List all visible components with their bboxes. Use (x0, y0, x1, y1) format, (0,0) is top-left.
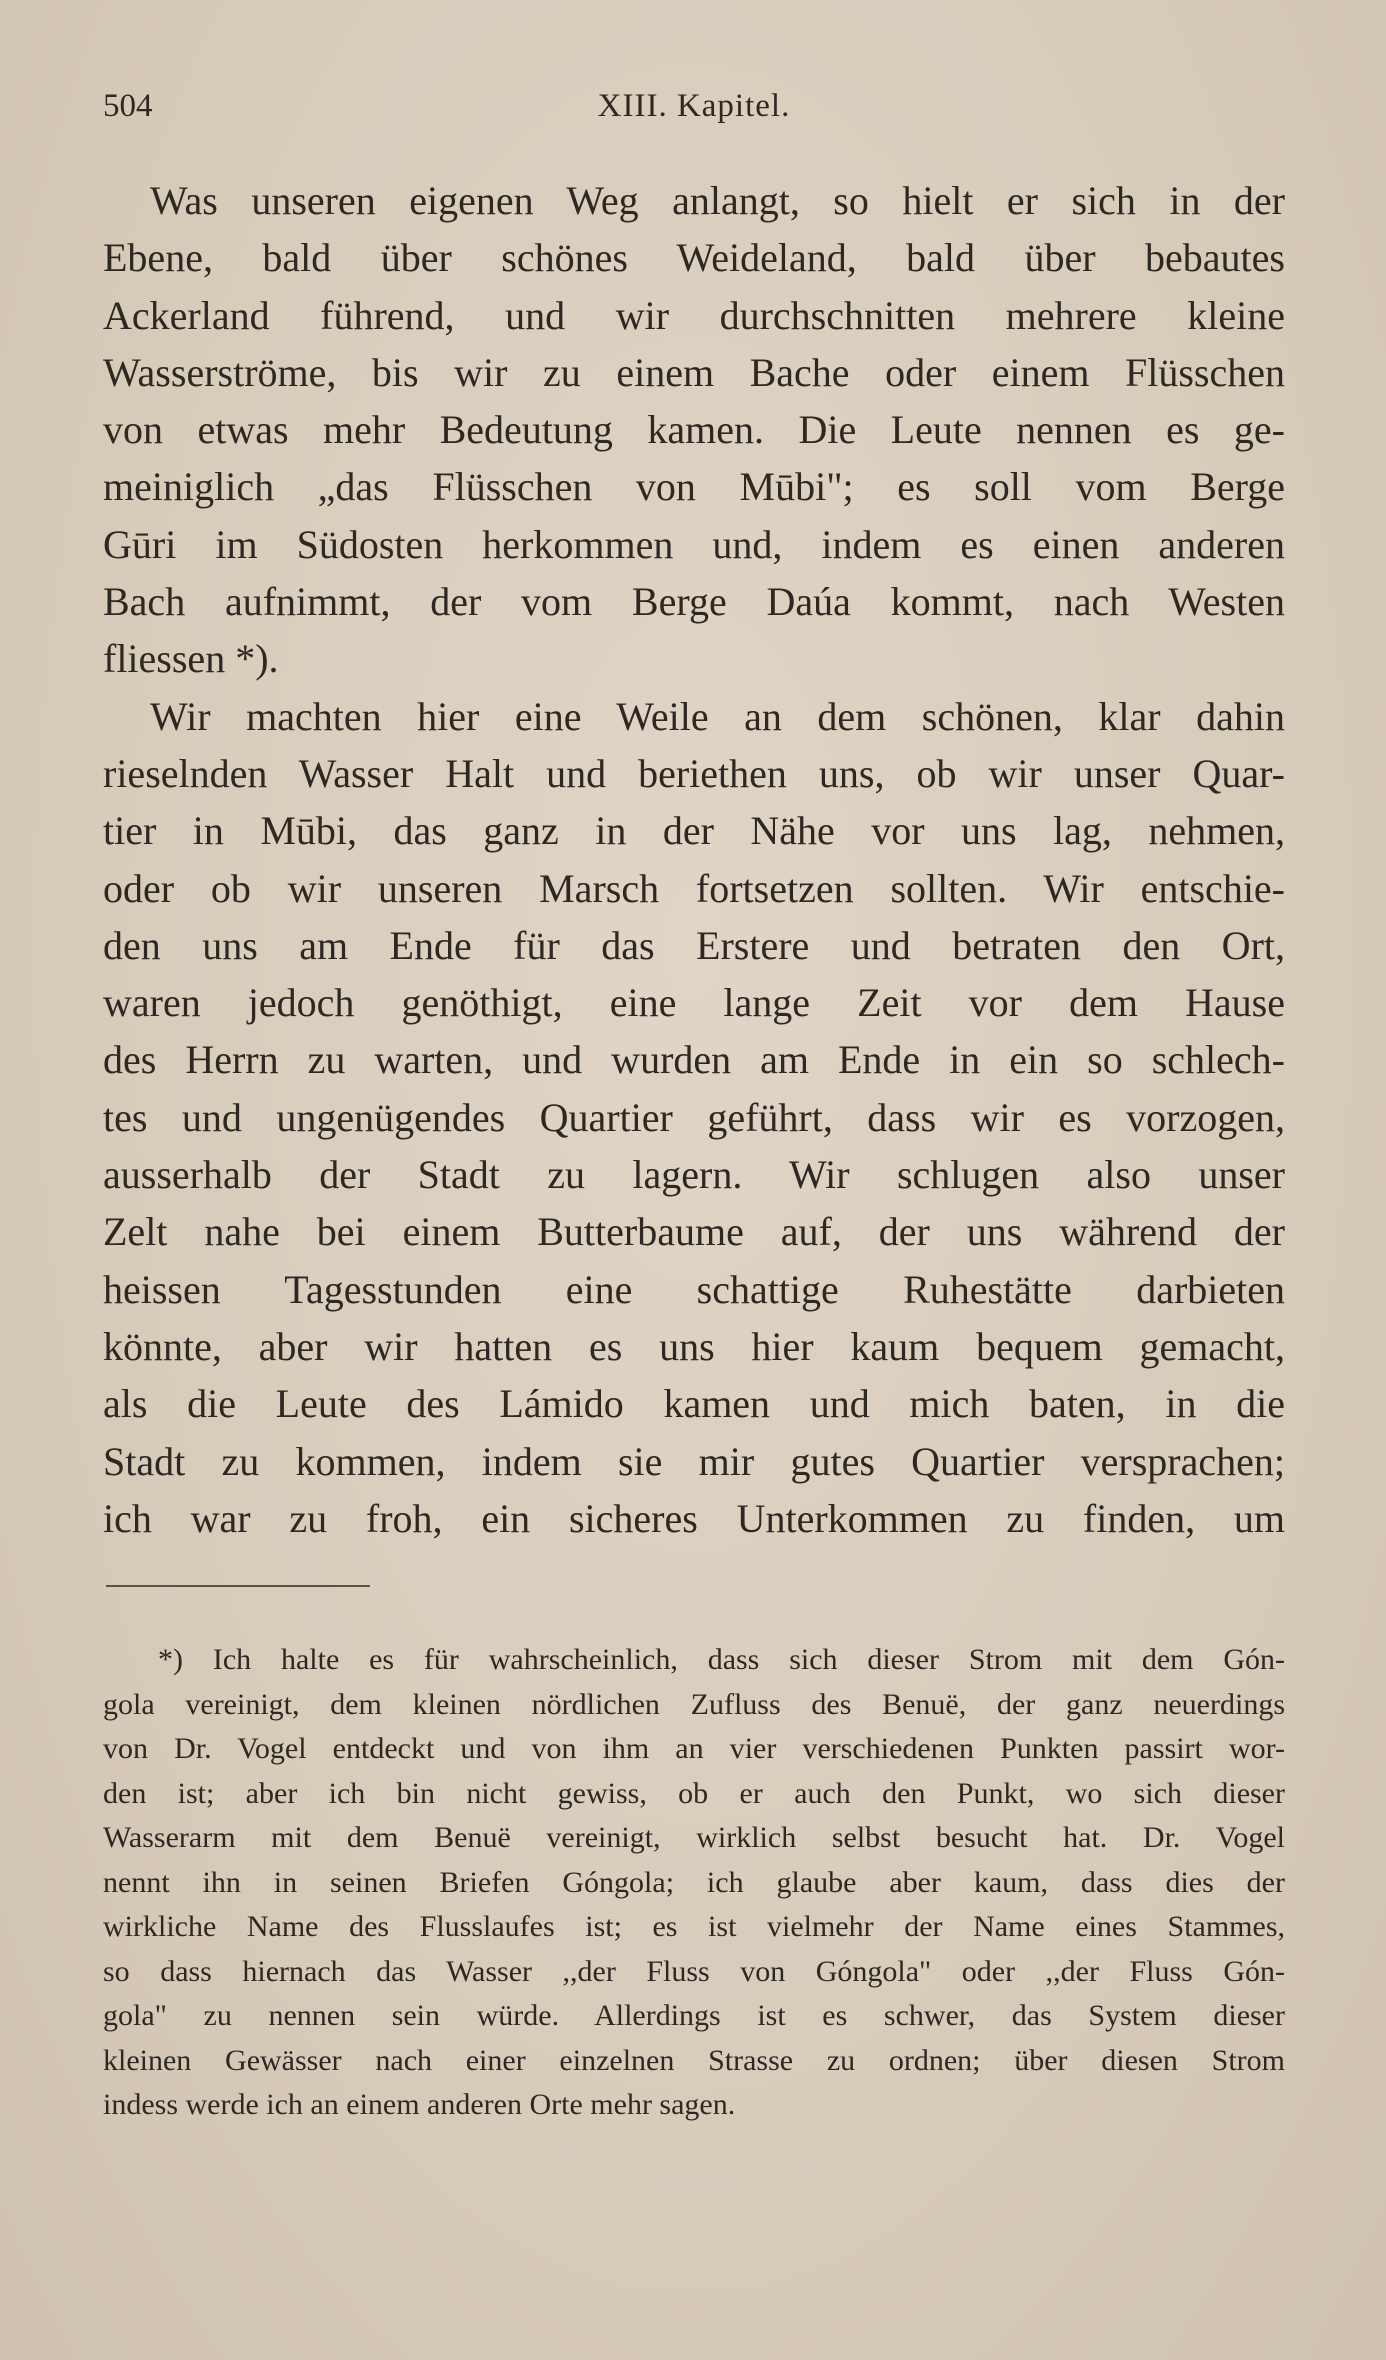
page-number: 504 (103, 88, 153, 124)
text-line: ausserhalb der Stadt zu lagern. Wir schlugen also unser (103, 1152, 1285, 1198)
footnote-line: so dass hiernach das Wasser ,,der Fluss von Góngola" oder ,,der Fluss Gón- (103, 1954, 1285, 1988)
text-line: meiniglich „das Flüsschen von Mūbi"; es soll vom Berge (103, 464, 1285, 510)
footnote-line: indess werde ich an einem anderen Orte mehr sagen. (103, 2088, 736, 2121)
text-line: fliessen *). (103, 636, 279, 682)
text-line: waren jedoch genöthigt, eine lange Zeit vor dem Hause (103, 980, 1285, 1026)
footnote-line: gola vereinigt, dem kleinen nördlichen Zufluss des Benuë, der ganz neuerdings (103, 1687, 1285, 1721)
text-line: heissen Tagesstunden eine schattige Ruhestätte darbieten (103, 1266, 1285, 1312)
text-line: Ebene, bald über schönes Weideland, bald über bebautes (103, 235, 1285, 281)
running-title: XIII. Kapitel. (597, 88, 791, 124)
footnote-separator (106, 1585, 370, 1587)
text-line: tier in Mūbi, das ganz in der Nähe vor uns lag, nehmen, (103, 808, 1285, 854)
text-line: Wasserströme, bis wir zu einem Bache oder einem Flüsschen (103, 349, 1285, 395)
footnote-line: *) Ich halte es für wahrscheinlich, dass sich dieser Strom mit dem Gón- (158, 1643, 1285, 1676)
footnote-line: kleinen Gewässer nach einer einzelnen Strasse zu ordnen; über diesen Strom (103, 2043, 1285, 2077)
page-header (103, 88, 1285, 132)
footnote-line: gola" zu nennen sein würde. Allerdings ist es schwer, das System dieser (103, 1999, 1285, 2032)
footnote-line: nennt ihn in seinen Briefen Góngola; ich glaube aber kaum, dass dies der (103, 1865, 1285, 1899)
text-line: Bach aufnimmt, der vom Berge Daúa kommt, nach Westen (103, 579, 1285, 625)
footnote-line: von Dr. Vogel entdeckt und von ihm an vier verschiedenen Punkten passirt wor- (103, 1732, 1285, 1765)
text-line: tes und ungenügendes Quartier geführt, dass wir es vorzogen, (103, 1094, 1285, 1140)
text-line: den uns am Ende für das Erstere und betraten den Ort, (103, 922, 1285, 968)
text-line: des Herrn zu warten, und wurden am Ende in ein so schlech- (103, 1037, 1285, 1083)
text-line: oder ob wir unseren Marsch fortsetzen sollten. Wir entschie- (103, 865, 1285, 911)
text-line: Stadt zu kommen, indem sie mir gutes Quartier versprachen; (103, 1438, 1285, 1484)
text-line: rieselnden Wasser Halt und beriethen uns, ob wir unser Quar- (103, 750, 1285, 796)
text-line: Was unseren eigenen Weg anlangt, so hielt er sich in der (150, 178, 1285, 223)
text-line: als die Leute des Lámido kamen und mich baten, in die (103, 1381, 1285, 1427)
footnote-line: Wasserarm mit dem Benuë vereinigt, wirklich selbst besucht hat. Dr. Vogel (103, 1821, 1285, 1854)
text-line: Gūri im Südosten herkommen und, indem es einen anderen (103, 521, 1285, 567)
text-line: von etwas mehr Bedeutung kamen. Die Leute nennen es ge- (103, 407, 1285, 453)
main-text (103, 172, 1285, 1547)
footnote (103, 1638, 1285, 2128)
footnote-line: den ist; aber ich bin nicht gewiss, ob er auch den Punkt, wo sich dieser (103, 1776, 1285, 1810)
text-line: Wir machten hier eine Weile an dem schönen, klar dahin (150, 693, 1285, 739)
text-line: Ackerland führend, und wir durchschnitten mehrere kleine (103, 292, 1285, 338)
footnote-line: wirkliche Name des Flusslaufes ist; es ist vielmehr der Name eines Stammes, (103, 1910, 1285, 1943)
text-line: Zelt nahe bei einem Butterbaume auf, der uns während der (103, 1209, 1285, 1255)
text-line: ich war zu froh, ein sicheres Unterkommen zu finden, um (103, 1495, 1285, 1541)
text-line: könnte, aber wir hatten es uns hier kaum bequem gemacht, (103, 1323, 1285, 1369)
